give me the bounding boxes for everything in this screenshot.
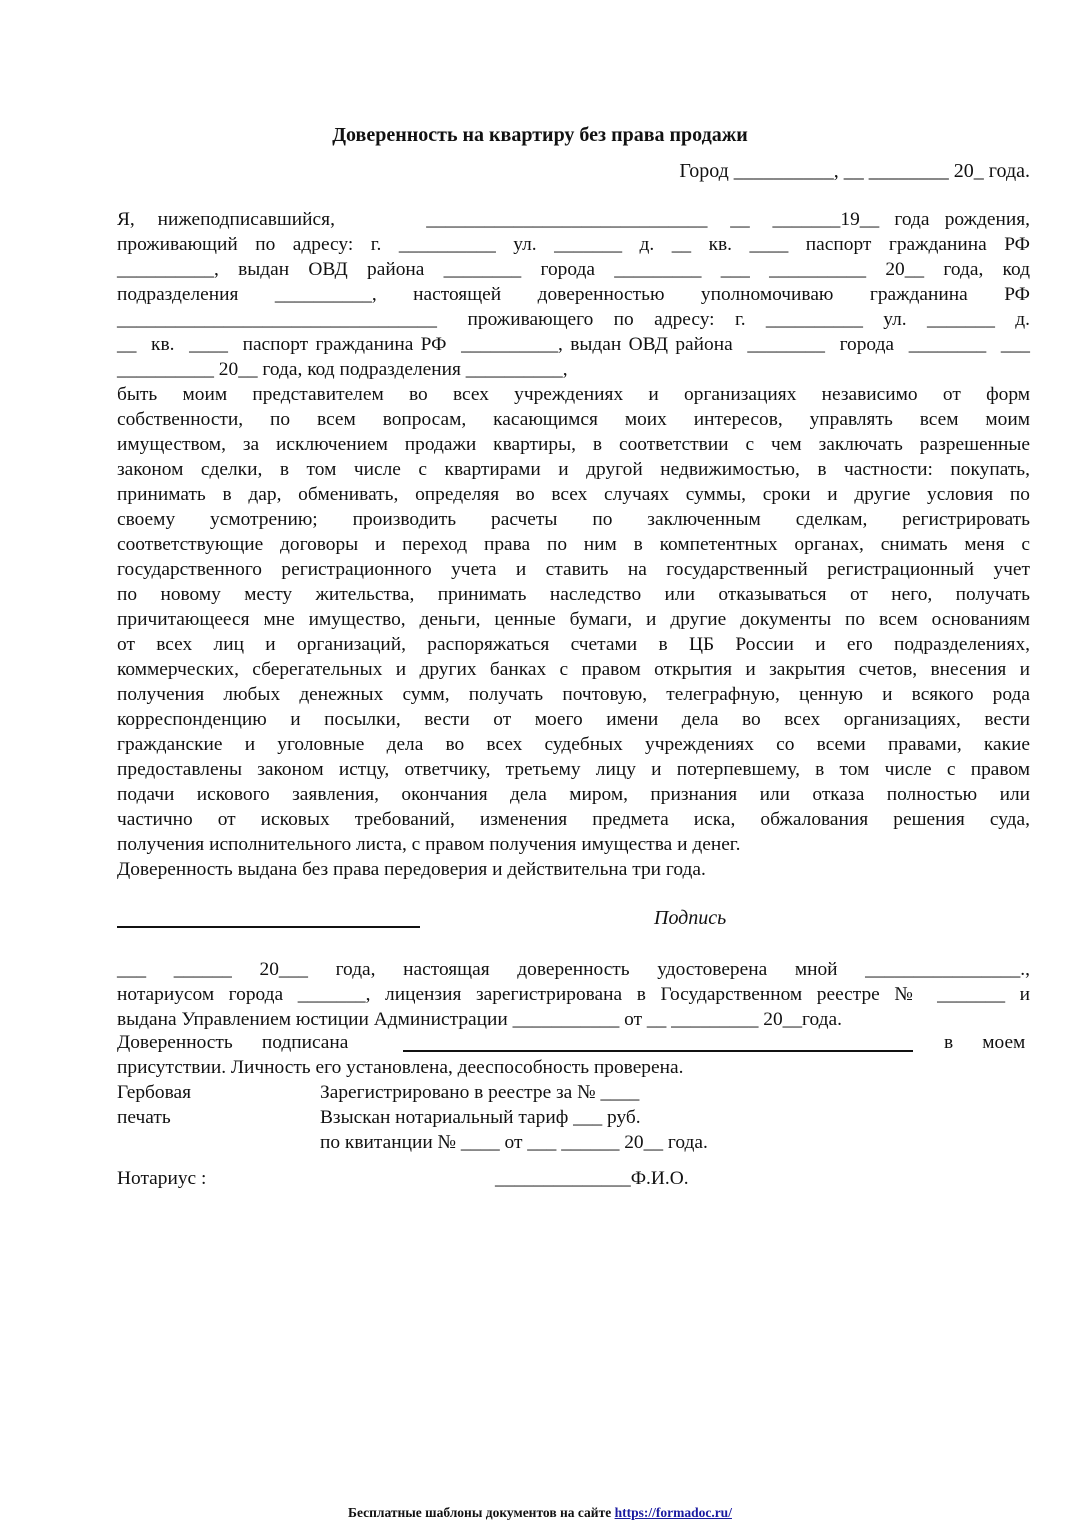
- body-line: __________, выдан ОВД района ________ города _________ ___ __________ 20__ года, код: [117, 259, 1030, 280]
- paragraph-line: законом сделки, в том числе с квартирами и другой недвижимостью, в частности: покупать,: [117, 459, 1030, 480]
- paragraph-line: своему усмотрению; производить расчеты по заключенным сделкам, регистрировать: [117, 509, 1030, 530]
- notary-line: нотариусом города _______, лицензия зарегистрирована в Государственном реестре № _______ и: [117, 984, 1030, 1005]
- tariff-line: Взыскан нотариальный тариф ___ руб.: [320, 1107, 641, 1128]
- notary-label: Нотариус :: [117, 1168, 207, 1189]
- paragraph-line: имуществом, за исключением продажи квартиры, в соответствии с чем заключать разрешенные: [117, 434, 1030, 455]
- paragraph-line: быть моим представителем во всех учреждениях и организациях независимо от форм: [117, 384, 1030, 405]
- powers-paragraph: [117, 382, 1030, 882]
- paragraph-line: причитающееся мне имущество, деньги, ценные бумаги, и другие документы по всем основаниям: [117, 609, 1030, 630]
- registry-line: Зарегистрировано в реестре за № ____: [320, 1082, 640, 1103]
- principal-details: [117, 207, 1030, 382]
- footer-link[interactable]: https://formadoc.ru/: [614, 1505, 732, 1520]
- footer-text: Бесплатные шаблоны документов на сайте: [348, 1505, 612, 1520]
- body-line: подразделения __________, настоящей доверенностью уполномочиваю гражданина РФ: [117, 284, 1030, 305]
- stamp-label: печать: [117, 1107, 171, 1128]
- signed-label: Доверенность подписана: [117, 1032, 349, 1053]
- notary-line: выдана Управлением юстиции Администрации ___________ от __ _________ 20__года.: [117, 1009, 842, 1030]
- body-line: __________ 20__ года, код подразделения __________,: [117, 359, 568, 380]
- validity-statement: Доверенность выдана без права передоверия и действительна три года.: [117, 859, 706, 880]
- notary-certification: [117, 957, 1030, 1032]
- document-title: Доверенность на квартиру без права продажи: [332, 124, 748, 146]
- body-line: проживающий по адресу: г. __________ ул. _______ д. __ кв. ____ паспорт гражданина РФ: [117, 234, 1030, 255]
- paragraph-line: корреспонденцию и посылки, вести от моего имени дела во всех организациях, вести: [117, 709, 1030, 730]
- stamp-label: Гербовая: [117, 1082, 192, 1103]
- paragraph-line: соответствующие договоры и переход права по ним в компетентных органах, снимать меня с: [117, 534, 1030, 555]
- signature-line: [117, 926, 420, 928]
- body-line: Я, нижеподписавшийся, _____________________________ __ _______19__ года рождения,: [117, 209, 1030, 230]
- paragraph-line: гражданские и уголовные дела во всех судебных учреждениях со всеми правами, какие: [117, 734, 1030, 755]
- city-date-line: Город __________, __ ________ 20_ года.: [679, 160, 1030, 182]
- paragraph-line: по новому месту жительства, принимать наследство или отказываться от него, получать: [117, 584, 1030, 605]
- paragraph-line: получения любых денежных сумм, получать почтовую, телеграфную, ценную и всякого рода: [117, 684, 1030, 705]
- paragraph-line: частично от исковых требований, изменения предмета иска, обжалования решения суда,: [117, 809, 1030, 830]
- paragraph-line: коммерческих, сберегательных и других банках с правом открытия и закрытия счетов, внесения и: [117, 659, 1030, 680]
- paragraph-line: государственного регистрационного учета и ставить на государственный регистрационный учет: [117, 559, 1030, 580]
- footer: [0, 1505, 1080, 1521]
- paragraph-line: предоставлены законом истцу, ответчику, третьему лицу и потерпевшему, в том числе с правом: [117, 759, 1030, 780]
- body-line: __ кв. ____ паспорт гражданина РФ __________, выдан ОВД района ________ города ________ ___: [117, 334, 1030, 355]
- signature-label: Подпись: [654, 907, 727, 929]
- signer-name-line: [403, 1050, 913, 1052]
- body-line: _________________________________ проживающего по адресу: г. __________ ул. _______ д.: [117, 309, 1030, 330]
- notary-fio: ______________Ф.И.О.: [495, 1168, 689, 1189]
- paragraph-line: подачи искового заявления, окончания дела миром, признания или отказа полностью или: [117, 784, 1030, 805]
- paragraph-line: собственности, по всем вопросам, касающимся моих интересов, управлять всем моим: [117, 409, 1030, 430]
- paragraph-line: получения исполнительного листа, с правом получения имущества и денег.: [117, 834, 741, 855]
- paragraph-line: принимать в дар, обменивать, определяя во всех случаях суммы, сроки и другие условия по: [117, 484, 1030, 505]
- presence-statement: присутствии. Личность его установлена, дееспособность проверена.: [117, 1057, 684, 1078]
- paragraph-line: от всех лиц и организаций, распоряжаться счетами в ЦБ России и его подразделениях,: [117, 634, 1030, 655]
- receipt-line: по квитанции № ____ от ___ ______ 20__ года.: [320, 1132, 708, 1153]
- notary-line: ___ ______ 20___ года, настоящая доверенность удостоверена мной ________________.,: [117, 959, 1030, 980]
- signed-right-label: в моем: [944, 1032, 1026, 1053]
